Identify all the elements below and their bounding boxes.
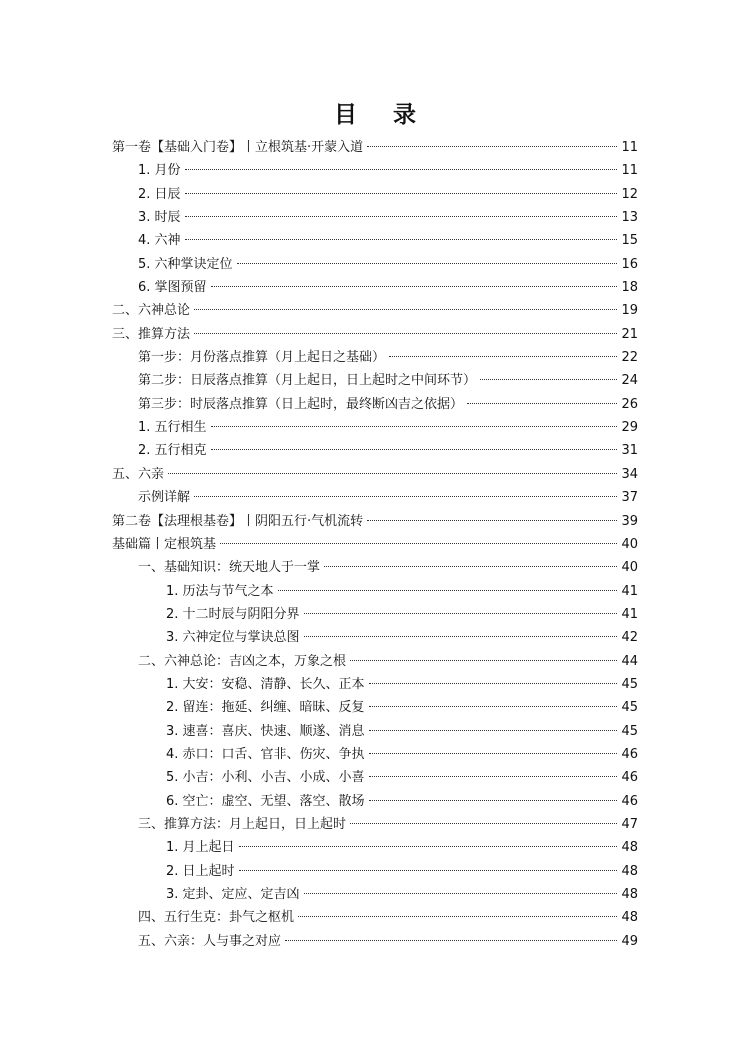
toc-entry-title: 四、五行生克：卦气之枢机: [138, 910, 295, 926]
toc-entry-title: 1. 月上起日: [166, 840, 235, 856]
toc-entry-page-number: 45: [621, 676, 638, 692]
toc-entry-page-number: 48: [621, 910, 638, 926]
toc-entry[interactable]: [112, 883, 638, 906]
toc-entry[interactable]: [112, 860, 638, 883]
page-title: 目 录: [333, 102, 430, 128]
toc-entry[interactable]: [112, 183, 638, 206]
toc-entry[interactable]: [112, 299, 638, 322]
toc-entry-title: 3. 时辰: [138, 210, 181, 226]
toc-entry-title: 示例详解: [138, 490, 191, 506]
toc-entry-title: 1. 五行相生: [138, 420, 207, 436]
toc-entry[interactable]: [112, 253, 638, 276]
toc-entry[interactable]: [112, 836, 638, 859]
toc-entry-title: 2. 留连：拖延、纠缠、暗昧、反复: [166, 700, 365, 716]
dot-leader: [369, 730, 618, 731]
toc-entry-title: 一、基础知识：统天地人于一掌: [138, 560, 321, 576]
toc-entry-title: 2. 五行相克: [138, 443, 207, 459]
toc-entry-page-number: 40: [621, 536, 638, 552]
toc-entry-title: 五、六亲：人与事之对应: [138, 933, 282, 949]
toc-entry-page-number: 48: [621, 863, 638, 879]
toc-entry-title: 3. 六神定位与掌诀总图: [166, 630, 300, 646]
toc-entry-title: 3. 定卦、定应、定吉凶: [166, 887, 300, 902]
dot-leader: [304, 893, 618, 894]
dot-leader: [211, 449, 618, 450]
toc-entry[interactable]: [112, 813, 638, 836]
toc-entry[interactable]: [112, 369, 638, 392]
dot-leader: [369, 683, 618, 684]
toc-entry-page-number: 47: [621, 816, 638, 832]
toc-entry-page-number: 48: [621, 840, 638, 856]
toc-entry-page-number: 26: [621, 396, 638, 412]
toc-entry-page-number: 11: [621, 140, 638, 155]
dot-leader: [367, 520, 617, 521]
toc-entry[interactable]: [112, 346, 638, 369]
toc-entry-page-number: 48: [621, 887, 638, 902]
toc-entry-title: 二、六神总论: [112, 303, 191, 319]
toc-entry-page-number: 22: [621, 350, 638, 366]
toc-entry-page-number: 29: [621, 420, 638, 436]
toc-entry-page-number: 16: [621, 256, 638, 272]
toc-entry-page-number: 13: [621, 210, 638, 226]
toc-entry[interactable]: [112, 766, 638, 789]
toc-entry[interactable]: [112, 650, 638, 673]
toc-entry-title: 第三步：时辰落点推算（日上起时，最终断凶吉之依据）: [138, 396, 464, 412]
dot-leader: [211, 286, 618, 287]
dot-leader: [467, 403, 617, 404]
toc-entry[interactable]: [112, 930, 638, 953]
toc-entry[interactable]: [112, 626, 638, 649]
dot-leader: [304, 613, 618, 614]
dot-leader: [324, 566, 617, 567]
dot-leader: [185, 239, 618, 240]
toc-entry[interactable]: [112, 416, 638, 439]
toc-entry-page-number: 11: [621, 163, 638, 179]
dot-leader: [239, 870, 618, 871]
toc-entry[interactable]: [112, 323, 638, 346]
toc-entry-page-number: 40: [621, 560, 638, 576]
dot-leader: [369, 800, 618, 801]
toc-entry-title: 1. 月份: [138, 163, 181, 179]
toc-entry-title: 1. 大安：安稳、清静、长久、正本: [166, 676, 365, 692]
toc-entry-page-number: 18: [621, 280, 638, 296]
toc-entry[interactable]: [112, 696, 638, 719]
toc-entry-title: 3. 速喜：喜庆、快速、顺遂、消息: [166, 723, 365, 739]
toc-entry-title: 三、推算方法：月上起日，日上起时: [138, 816, 347, 832]
toc-entry-title: 1. 历法与节气之本: [166, 583, 274, 599]
toc-entry[interactable]: [112, 229, 638, 252]
toc-entry-page-number: 42: [621, 630, 638, 646]
toc-entry-title: 2. 十二时辰与阴阳分界: [166, 606, 300, 622]
toc-entry[interactable]: [112, 673, 638, 696]
toc-entry[interactable]: [112, 463, 638, 486]
toc-entry-title: 6. 掌图预留: [138, 280, 207, 296]
dot-leader: [369, 706, 618, 707]
toc-entry-title: 基础篇丨定根筑基: [112, 536, 217, 552]
toc-entry[interactable]: [112, 743, 638, 766]
toc-entry-title: 2. 日辰: [138, 186, 181, 202]
toc-entry[interactable]: [112, 603, 638, 626]
dot-leader: [298, 916, 617, 917]
dot-leader: [237, 263, 618, 264]
toc-entry-page-number: 46: [621, 746, 638, 762]
toc-entry[interactable]: [112, 159, 638, 182]
dot-leader: [285, 940, 617, 941]
dot-leader: [367, 146, 617, 147]
dot-leader: [185, 193, 618, 194]
toc-entry-title: 5. 小吉：小利、小吉、小成、小喜: [166, 770, 365, 786]
toc-entry-page-number: 34: [621, 466, 638, 482]
dot-leader: [168, 473, 617, 474]
toc-entry[interactable]: [112, 393, 638, 416]
dot-leader: [369, 776, 618, 777]
toc-entry-page-number: 49: [621, 933, 638, 949]
dot-leader: [185, 169, 618, 170]
toc-entry-page-number: 39: [621, 513, 638, 529]
toc-entry[interactable]: [112, 906, 638, 929]
dot-leader: [220, 543, 617, 544]
dot-leader: [211, 426, 618, 427]
dot-leader: [278, 590, 618, 591]
toc-entry[interactable]: [112, 486, 638, 509]
dot-leader: [194, 309, 617, 310]
table-of-contents: [112, 136, 638, 953]
toc-entry-title: 第一步：月份落点推算（月上起日之基础）: [138, 350, 386, 366]
toc-entry-title: 6. 空亡：虚空、无望、落空、散场: [166, 793, 365, 809]
dot-leader: [304, 636, 618, 637]
toc-entry-title: 二、六神总论：吉凶之本，万象之根: [138, 653, 347, 669]
toc-entry[interactable]: [112, 136, 638, 159]
toc-entry-title: 4. 赤口：口舌、官非、伤灾、争执: [166, 746, 365, 762]
toc-entry-page-number: 31: [621, 443, 638, 459]
toc-entry-page-number: 37: [621, 490, 638, 506]
toc-entry-page-number: 45: [621, 700, 638, 716]
dot-leader: [369, 753, 618, 754]
toc-entry[interactable]: [112, 439, 638, 462]
toc-entry-title: 三、推算方法: [112, 326, 191, 342]
toc-entry-page-number: 21: [621, 326, 638, 342]
toc-entry-page-number: 46: [621, 793, 638, 809]
dot-leader: [480, 379, 617, 380]
toc-entry-page-number: 45: [621, 723, 638, 739]
dot-leader: [389, 356, 617, 357]
toc-entry-title: 第二卷【法理根基卷】丨阴阳五行·气机流转: [112, 513, 364, 529]
toc-entry[interactable]: [112, 510, 638, 533]
toc-entry-title: 2. 日上起时: [166, 863, 235, 879]
toc-entry-title: 4. 六神: [138, 233, 181, 249]
toc-entry-page-number: 19: [621, 303, 638, 319]
dot-leader: [185, 216, 618, 217]
toc-entry-page-number: 41: [621, 583, 638, 599]
toc-entry[interactable]: [112, 206, 638, 229]
toc-entry[interactable]: [112, 276, 638, 299]
toc-entry-title: 5. 六种掌诀定位: [138, 256, 233, 272]
toc-entry[interactable]: [112, 580, 638, 603]
dot-leader: [194, 496, 617, 497]
dot-leader: [194, 333, 617, 334]
toc-entry-title: 第二步：日辰落点推算（月上起日，日上起时之中间环节）: [138, 373, 477, 389]
toc-entry-title: 第一卷【基础入门卷】丨立根筑基·开蒙入道: [112, 140, 364, 155]
toc-entry-page-number: 41: [621, 606, 638, 622]
dot-leader: [239, 846, 618, 847]
dot-leader: [350, 660, 617, 661]
toc-entry-title: 五、六亲: [112, 466, 165, 482]
dot-leader: [350, 823, 617, 824]
toc-entry-page-number: 24: [621, 373, 638, 389]
toc-entry-page-number: 44: [621, 653, 638, 669]
toc-entry[interactable]: [112, 533, 638, 556]
toc-entry[interactable]: [112, 720, 638, 743]
toc-entry[interactable]: [112, 790, 638, 813]
toc-entry-page-number: 15: [621, 233, 638, 249]
toc-entry-page-number: 12: [621, 186, 638, 202]
toc-entry-page-number: 46: [621, 770, 638, 786]
toc-entry[interactable]: [112, 556, 638, 579]
